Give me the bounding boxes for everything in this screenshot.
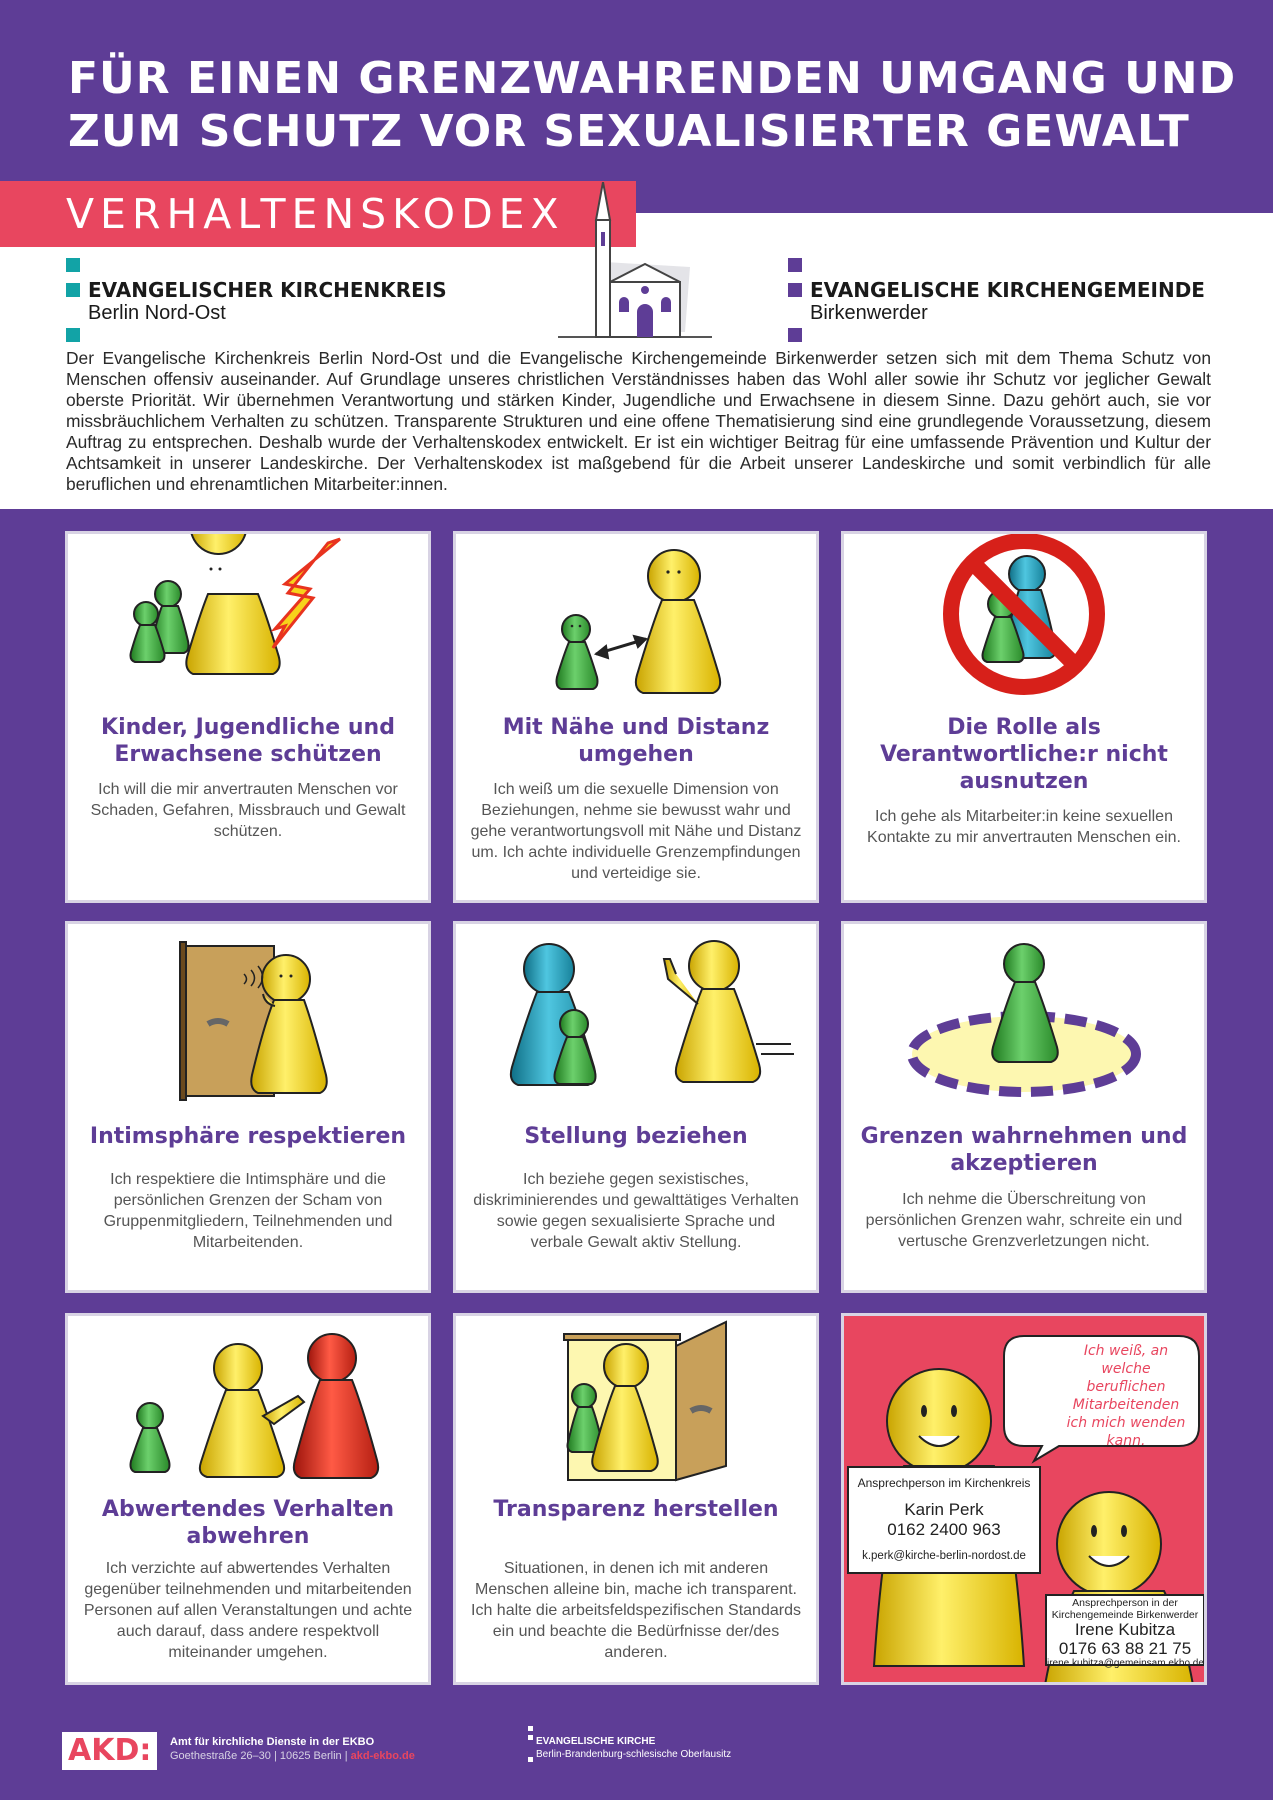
card-text: Ich beziehe gegen sexistisches, diskriminierendes und gewalttätiges Verhalten sowie gegen sexualisierte Sprache und verbale Gewalt aktiv Stellung. [473,1171,799,1251]
logo-square-icon [788,283,802,297]
contact-phone: 0176 63 88 21 75 [1058,1638,1192,1658]
poster-title [68,52,1238,158]
card-kinder-schuetzen [65,531,431,903]
title-line-1: FÜR EINEN GRENZWAHRENDEN UMGANG UND [68,53,1237,104]
kirchenkreis-name: EVANGELISCHER KIRCHENKREIS [88,278,447,302]
card-title: Kinder, Jugendliche und Erwachsene schützen [101,715,395,767]
card-text: Ich nehme die Überschreitung von persönlichen Grenzen wahr, schreite ein und vertusche Grenzverletzungen nicht. [865,1191,1183,1250]
card-stellung-beziehen [453,921,819,1293]
illustration-defend-icon [68,1316,428,1496]
card-title: Transparenz herstellen [493,1497,779,1522]
card-naehe-distanz [453,531,819,903]
card-title: Grenzen wahrnehmen und akzeptieren [860,1124,1188,1176]
contact-card [841,1313,1207,1685]
contact-label: Ansprechperson in der Kirchengemeinde Birkenwerder [1051,1597,1199,1621]
logo-square-icon [66,258,80,272]
card-title: Abwertendes Verhalten abwehren [101,1497,395,1549]
illustration-open-door-icon [456,1316,816,1496]
card-text: Ich weiß um die sexuelle Dimension von Beziehungen, nehme sie bewusst wahr und gehe verantwortungsvoll mit Nähe und Distanz um. Ich achte individuelle Grenzempfindungen und verteidige sie. [470,781,802,882]
illustration-distance-icon [456,534,816,714]
card-abwertendes-verhalten [65,1313,431,1685]
title-line-2: ZUM SCHUTZ VOR SEXUALISIERTER GEWALT [68,106,1190,157]
card-title: Stellung beziehen [524,1124,748,1149]
card-text: Ich will die mir anvertrauten Menschen vor Schaden, Gefahren, Missbrauch und Gewalt schützen. [90,781,406,840]
akd-name: Amt für kirchliche Dienste in der EKBO [170,1736,375,1748]
card-text: Ich gehe als Mitarbeiter:in keine sexuellen Kontakte zu mir anvertrauten Menschen ein. [867,808,1181,846]
ekbo-name: EVANGELISCHE KIRCHE [536,1736,656,1747]
logo-square-icon [788,258,802,272]
intro-paragraph: Der Evangelische Kirchenkreis Berlin Nord-Ost und die Evangelische Kirchengemeinde Birkenwerder setzen sich mit dem Thema Schutz von Menschen offensiv auseinander. Auf Grundlage unseres christlichen Verständnisses haben das Wohl aller sowie ihr Schutz vor jeglicher Gewalt oberste Priorität. Wir übernehmen Verantwortung und stärken Kinder, Jugendliche und Erwachsene in diesem Sinne. Dazu gehört auch, sie vor missbräuchlichem Verhalten zu schützen. Transparente Strukturen und eine offene Thematisierung sind eine grundlegende Voraussetzung, diesem Auftrag zu entsprechen. Deshalb wurde der Verhaltenskodex entwickelt. Er ist ein wichtiger Beitrag für eine umfassende Prävention und Kultur der Achtsamkeit in unserer Landeskirche. Der Verhaltenskodex ist maßgebend für die Arbeit unserer Landeskirche und somit verbindlich für alle beruflichen und ehrenamtlichen Mitarbeiter:innen. [66,348,1211,494]
church-icon [555,182,715,342]
ekbo-square-icon [528,1726,533,1731]
akd-logo: AKD: [62,1732,157,1770]
card-transparenz [453,1313,819,1685]
card-grenzen-wahrnehmen [841,921,1207,1293]
illustration-boundary-circle-icon [844,924,1204,1104]
kirchengemeinde-place: Birkenwerder [810,302,928,324]
illustration-prohibited-icon [844,534,1204,714]
contact-sign-kirchengemeinde [1045,1594,1205,1670]
contact-label: Ansprechperson im Kirchenkreis [857,1476,1031,1490]
contact-name: Irene Kubitza [1074,1620,1176,1640]
contact-phone: 0162 2400 963 [887,1520,1001,1539]
illustration-stop-gesture-icon [456,924,816,1104]
card-title: Mit Nähe und Distanz umgehen [502,715,770,767]
contact-sign-kirchenkreis [847,1466,1041,1574]
ekbo-square-icon [528,1757,533,1762]
ekbo-region: Berlin-Brandenburg-schlesische Oberlausitz [536,1749,732,1760]
card-rolle-nicht-ausnutzen [841,531,1207,903]
akd-address [170,1750,415,1762]
card-text: Ich verzichte auf abwertendes Verhalten gegenüber teilnehmenden und mitarbeitenden Personen auf allen Veranstaltungen und achte auch darauf, dass andere respektvoll miteinander umgehen. [83,1560,413,1661]
akd-address-text: Goethestraße 26–30 | 10625 Berlin | [170,1750,348,1762]
contact-name: Karin Perk [904,1500,984,1519]
illustration-protect-icon [68,534,428,714]
illustration-door-knock-icon [68,924,428,1104]
kirchengemeinde-name: EVANGELISCHE KIRCHENGEMEINDE [810,278,1205,302]
contact-email[interactable]: k.perk@kirche-berlin-nordost.de [862,1550,1026,1562]
verhaltenskodex-banner: VERHALTENSKODEX [0,181,636,247]
card-intimsphaere [65,921,431,1293]
logo-square-icon [788,328,802,342]
akd-website-link[interactable]: akd-ekbo.de [350,1750,415,1762]
speech-bubble-text: Ich weiß, an welche beruflichen Mitarbeitenden ich mich wenden kann. [1066,1343,1186,1449]
card-text: Ich respektiere die Intimsphäre und die persönlichen Grenzen der Scham von Gruppenmitgliedern, Teilnehmenden und Mitarbeitenden. [103,1171,393,1251]
card-title: Die Rolle als Verantwortliche:r nicht ausnutzen [880,715,1168,794]
logo-square-icon [66,328,80,342]
logo-square-icon [66,283,80,297]
ekbo-square-icon [528,1735,533,1740]
card-title: Intimsphäre respektieren [89,1124,407,1149]
kirchenkreis-region: Berlin Nord-Ost [88,302,226,324]
card-text: Situationen, in denen ich mit anderen Menschen alleine bin, mache ich transparent. Ich halte die arbeitsfeldspezifischen Standards ein und beachte die Bedürfnisse der/des anderen. [471,1560,801,1661]
contact-email[interactable]: irene.kubitza@gemeinsam.ekbo.de [1047,1658,1204,1670]
